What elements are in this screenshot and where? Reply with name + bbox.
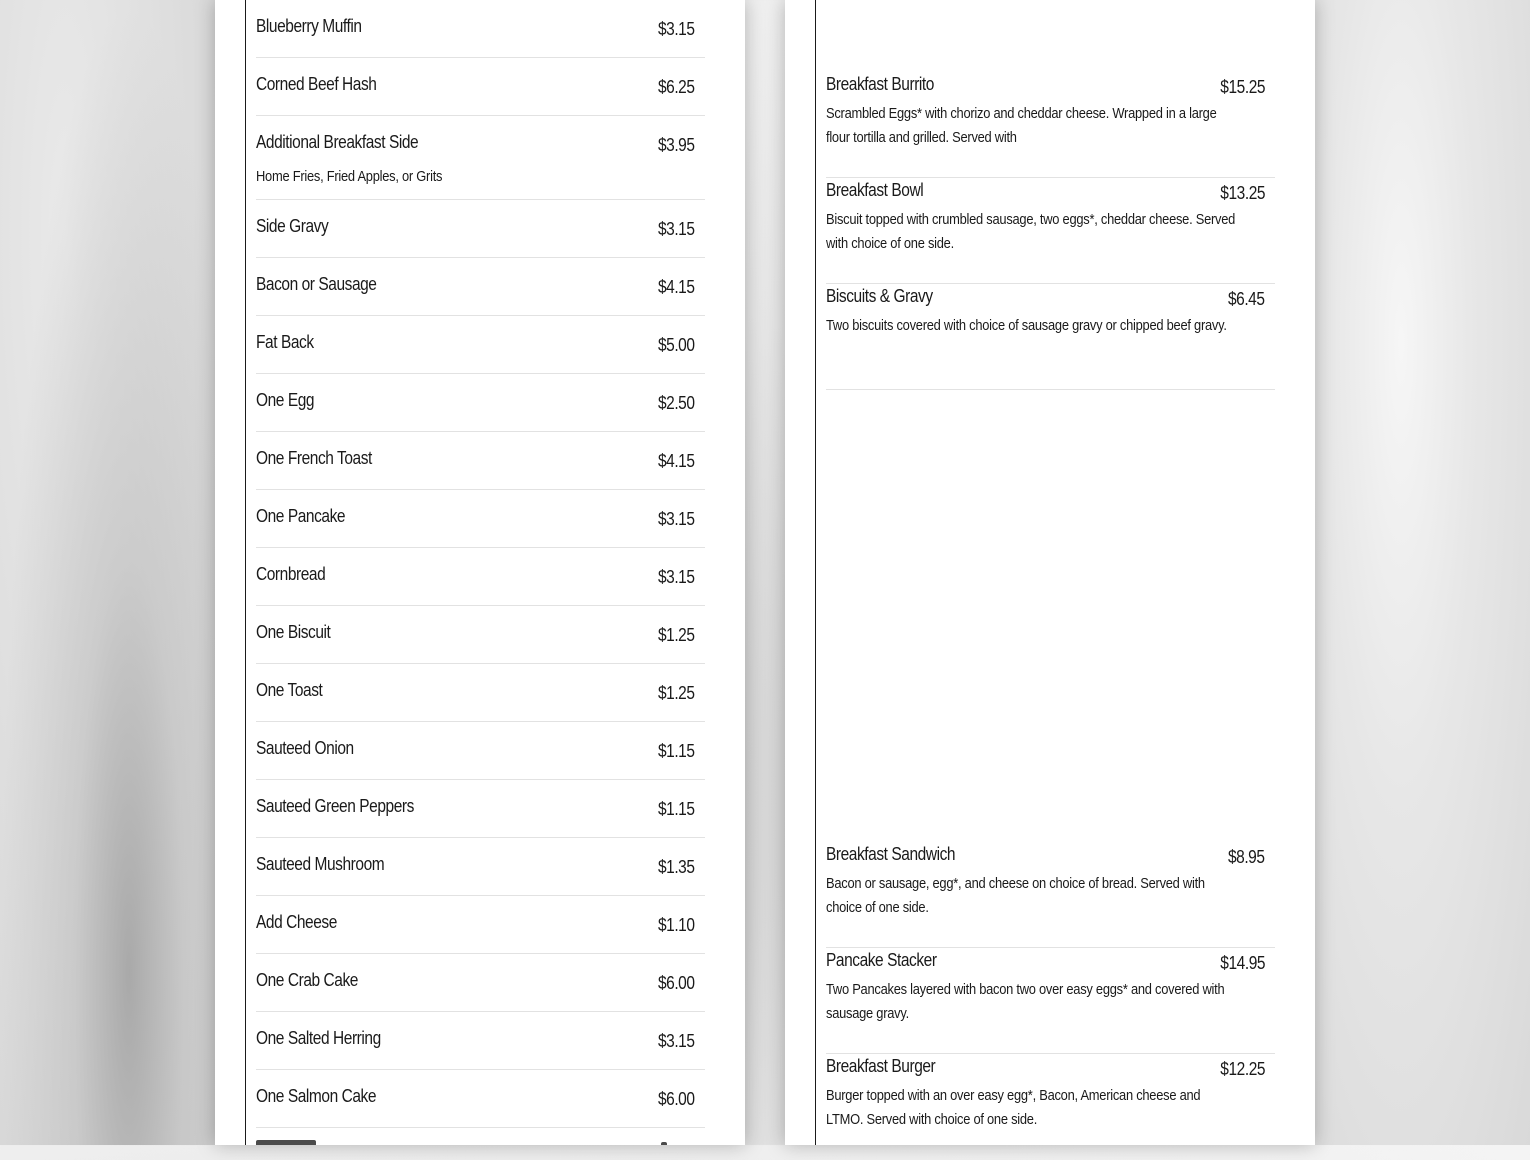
breakfast-specials-list-bottom [826, 842, 1275, 1160]
menu-item-price: $15.25 [1220, 77, 1265, 97]
menu-item-price: $1.15 [658, 741, 695, 761]
menu-item[interactable] [256, 1070, 705, 1128]
menu-item-price: $6.25 [658, 77, 695, 97]
menu-item[interactable] [826, 1054, 1275, 1160]
menu-item-price: $5.00 [658, 335, 695, 355]
panel-divider-line [815, 0, 816, 1145]
menu-item-name: One Salted Herring [256, 1028, 381, 1048]
menu-item-name: Breakfast Burger [826, 1056, 936, 1076]
menu-item-price: $1.25 [658, 625, 695, 645]
side-items-list [256, 0, 705, 1128]
breakfast-specials-list-top [826, 72, 1275, 390]
menu-item[interactable] [256, 432, 705, 490]
menu-item-price: $4.15 [658, 277, 695, 297]
menu-item-name: One Salmon Cake [256, 1086, 377, 1106]
menu-item-name: Blueberry Muffin [256, 16, 362, 36]
menu-item[interactable] [826, 284, 1275, 390]
menu-item-price: $1.35 [658, 857, 695, 877]
menu-item[interactable] [256, 838, 705, 896]
menu-item[interactable] [256, 490, 705, 548]
menu-item[interactable] [256, 316, 705, 374]
menu-item-name: One Crab Cake [256, 970, 358, 990]
menu-item-name: Breakfast Bowl [826, 180, 924, 200]
menu-item[interactable] [826, 948, 1275, 1054]
menu-item-name: Sauteed Green Peppers [256, 796, 414, 816]
menu-item[interactable] [256, 116, 705, 200]
menu-item[interactable] [826, 178, 1275, 284]
panel-divider-line [245, 0, 246, 1145]
menu-item-price: $3.15 [658, 219, 695, 239]
menu-item[interactable] [256, 896, 705, 954]
menu-item-price: $3.95 [658, 135, 695, 155]
menu-item-name: Fat Back [256, 332, 314, 352]
menu-item-name: One French Toast [256, 448, 372, 468]
menu-item[interactable] [256, 954, 705, 1012]
menu-item[interactable] [256, 0, 705, 58]
menu-item-price: $6.00 [658, 1089, 695, 1109]
menu-item-name: One Biscuit [256, 622, 331, 642]
menu-item[interactable] [256, 780, 705, 838]
menu-item-price: $2.50 [658, 393, 695, 413]
menu-item-description: Home Fries, Fried Apples, or Grits [256, 168, 443, 185]
menu-item-price: $8.95 [1228, 847, 1265, 867]
menu-item[interactable] [256, 664, 705, 722]
menu-item-name: Sauteed Mushroom [256, 854, 385, 874]
menu-item-name: Side Gravy [256, 216, 329, 236]
menu-item-name: Sauteed Onion [256, 738, 354, 758]
menu-item-description: Bacon or sausage, egg*, and cheese on choice of bread. Served with choice of one side. [826, 875, 1205, 916]
menu-item[interactable] [256, 200, 705, 258]
menu-item-name: One Egg [256, 390, 315, 410]
menu-item[interactable] [256, 58, 705, 116]
menu-item-price: $3.15 [658, 567, 695, 587]
menu-item[interactable] [256, 722, 705, 780]
menu-item-price: $3.15 [658, 509, 695, 529]
background-left [0, 0, 215, 1145]
menu-item[interactable] [256, 258, 705, 316]
background-right [1315, 0, 1530, 1145]
menu-item-description: Two Pancakes layered with bacon two over easy eggs* and covered with sausage gravy. [826, 981, 1225, 1022]
menu-item-price: $1.15 [658, 799, 695, 819]
menu-item-price: $4.15 [658, 451, 695, 471]
menu-item-name: Breakfast Sandwich [826, 844, 956, 864]
menu-item-price: $1.25 [658, 683, 695, 703]
menu-item-name: Add Cheese [256, 912, 337, 932]
menu-item-name: One Toast [256, 680, 323, 700]
menu-item[interactable] [256, 1012, 705, 1070]
menu-item-description: Two biscuits covered with choice of sausage gravy or chipped beef gravy. [826, 317, 1227, 334]
menu-item[interactable] [826, 842, 1275, 948]
menu-item-price: $14.95 [1220, 953, 1265, 973]
menu-item-price: $13.25 [1220, 183, 1265, 203]
menu-item-price: $3.15 [658, 1031, 695, 1051]
menu-item-name: Additional Breakfast Side [256, 132, 419, 152]
menu-item-description: Biscuit topped with crumbled sausage, two eggs*, cheddar cheese. Served with choice of one side. [826, 211, 1236, 252]
menu-item-price: $1.10 [658, 915, 695, 935]
menu-item-description: Burger topped with an over easy egg*, Bacon, American cheese and LTMO. Served with choice of one side. [826, 1087, 1201, 1128]
menu-item[interactable] [256, 548, 705, 606]
menu-item-cut-off [256, 1128, 705, 1145]
menu-item-name: Pancake Stacker [826, 950, 937, 970]
menu-item-name: Bacon or Sausage [256, 274, 377, 294]
menu-item[interactable] [256, 374, 705, 432]
menu-item-name: One Pancake [256, 506, 346, 526]
menu-item-name: Cornbread [256, 564, 326, 584]
menu-item-name: Biscuits & Gravy [826, 286, 933, 306]
menu-item[interactable] [256, 606, 705, 664]
menu-item-price: $6.45 [1228, 289, 1265, 309]
menu-item-price: $6.00 [658, 973, 695, 993]
cut-off-text-fragment [256, 1140, 316, 1145]
menu-item-name: Breakfast Burrito [826, 74, 934, 94]
menu-item[interactable] [826, 72, 1275, 178]
menu-item-price: $12.25 [1220, 1059, 1265, 1079]
menu-item-name: Corned Beef Hash [256, 74, 377, 94]
menu-item-description: Scrambled Eggs* with chorizo and cheddar cheese. Wrapped in a large flour tortilla and grilled. Served with [826, 105, 1217, 146]
menu-item-price: $3.15 [658, 19, 695, 39]
